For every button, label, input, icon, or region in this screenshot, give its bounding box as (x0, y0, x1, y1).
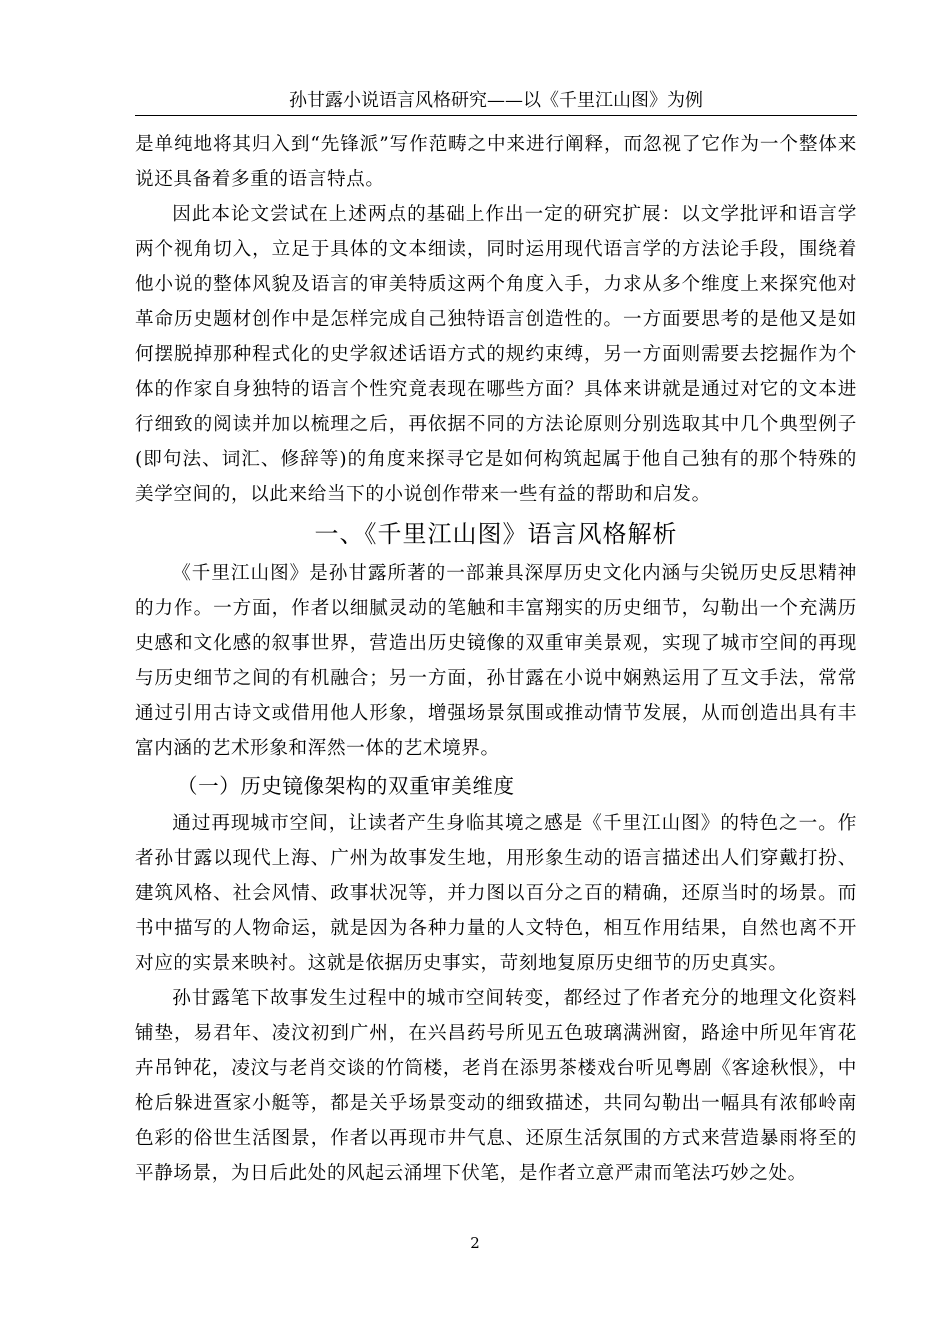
paragraph-continued: 是单纯地将其归入到“先锋派”写作范畴之中来进行阐释，而忽视了它作为一个整体来说还具备着多重的语言特点。 (135, 134, 857, 190)
paragraph-city-space: 通过再现城市空间，让读者产生身临其境之感是《千里江山图》的特色之一。作者孙甘露以现代上海、广州为故事发生地，用形象生动的语言描述出人们穿戴打扮、建筑风格、社会风情、政事状况等，并力图以百分之百的精确，还原当时的场景。而书中描写的人物命运，就是因为各种力量的人文特色，相互作用结果，自然也离不开对应的实景来映衬。这就是依据历史事实，苛刻地复原历史细节的历史真实。 (135, 813, 857, 974)
running-header: 孙甘露小说语言风格研究——以《千里江山图》为例 (289, 90, 703, 111)
chapter-heading: 一、《千里江山图》语言风格解析 (314, 520, 678, 548)
paragraph-research-approach: 因此本论文尝试在上述两点的基础上作出一定的研究扩展：以文学批评和语言学两个视角切入，立足于具体的文本细读，同时运用现代语言学的方法论手段，围绕着他小说的整体风貌及语言的审美特质这两个角度入手，力求从多个维度上来探究他对革命历史题材创作中是怎样完成自己独特语言创造性的。一方面要思考的是他又是如何摆脱掉那种程式化的史学叙述话语方式的规约束缚，另一方面则需要去挖掘作为个体的作家自身独特的语言个性究竟表现在哪些方面？具体来讲就是通过对它的文本进行细致的阅读并加以梳理之后，再依据不同的方法论原则分别选取其中几个典型例子(即句法、词汇、修辞等)的角度来探寻它是如何构筑起属于他自己独有的那个特殊的美学空间的，以此来给当下的小说创作带来一些有益的帮助和启发。 (135, 204, 857, 505)
section-heading: （一）历史镜像架构的双重审美维度 (177, 774, 515, 798)
paragraph-guangzhou: 孙甘露笔下故事发生过程中的城市空间转变，都经过了作者充分的地理文化资料铺垫，易君年、凌汶初到广州，在兴昌药号所见五色玻璃满洲窗，路途中所见年宵花卉吊钟花，凌汶与老肖交谈的竹筒楼，老肖在添男茶楼戏台听见粤剧《客途秋恨》，中枪后躲进疍家小艇等，都是关乎场景变动的细致描述，共同勾勒出一幅具有浓郁岭南色彩的俗世生活图景，作者以再现市井气息、还原生活氛围的方式来营造暴雨将至的平静场景，为日后此处的风起云涌埋下伏笔，是作者立意严肃而笔法巧妙之处。 (135, 988, 857, 1184)
paragraph-intro: 《千里江山图》是孙甘露所著的一部兼具深厚历史文化内涵与尖锐历史反思精神的力作。一方面，作者以细腻灵动的笔触和丰富翔实的历史细节，勾勒出一个充满历史感和文化感的叙事世界，营造出历史镜像的双重审美景观，实现了城市空间的再现与历史细节之间的有机融合；另一方面，孙甘露在小说中娴熟运用了互文手法，常常通过引用古诗文或借用他人形象，增强场景氛围或推动情节发展，从而创造出具有丰富内涵的艺术形象和浑然一体的艺术境界。 (135, 563, 857, 759)
header-rule (135, 115, 857, 116)
page-body (135, 127, 857, 1191)
page-number: 2 (470, 1234, 480, 1252)
